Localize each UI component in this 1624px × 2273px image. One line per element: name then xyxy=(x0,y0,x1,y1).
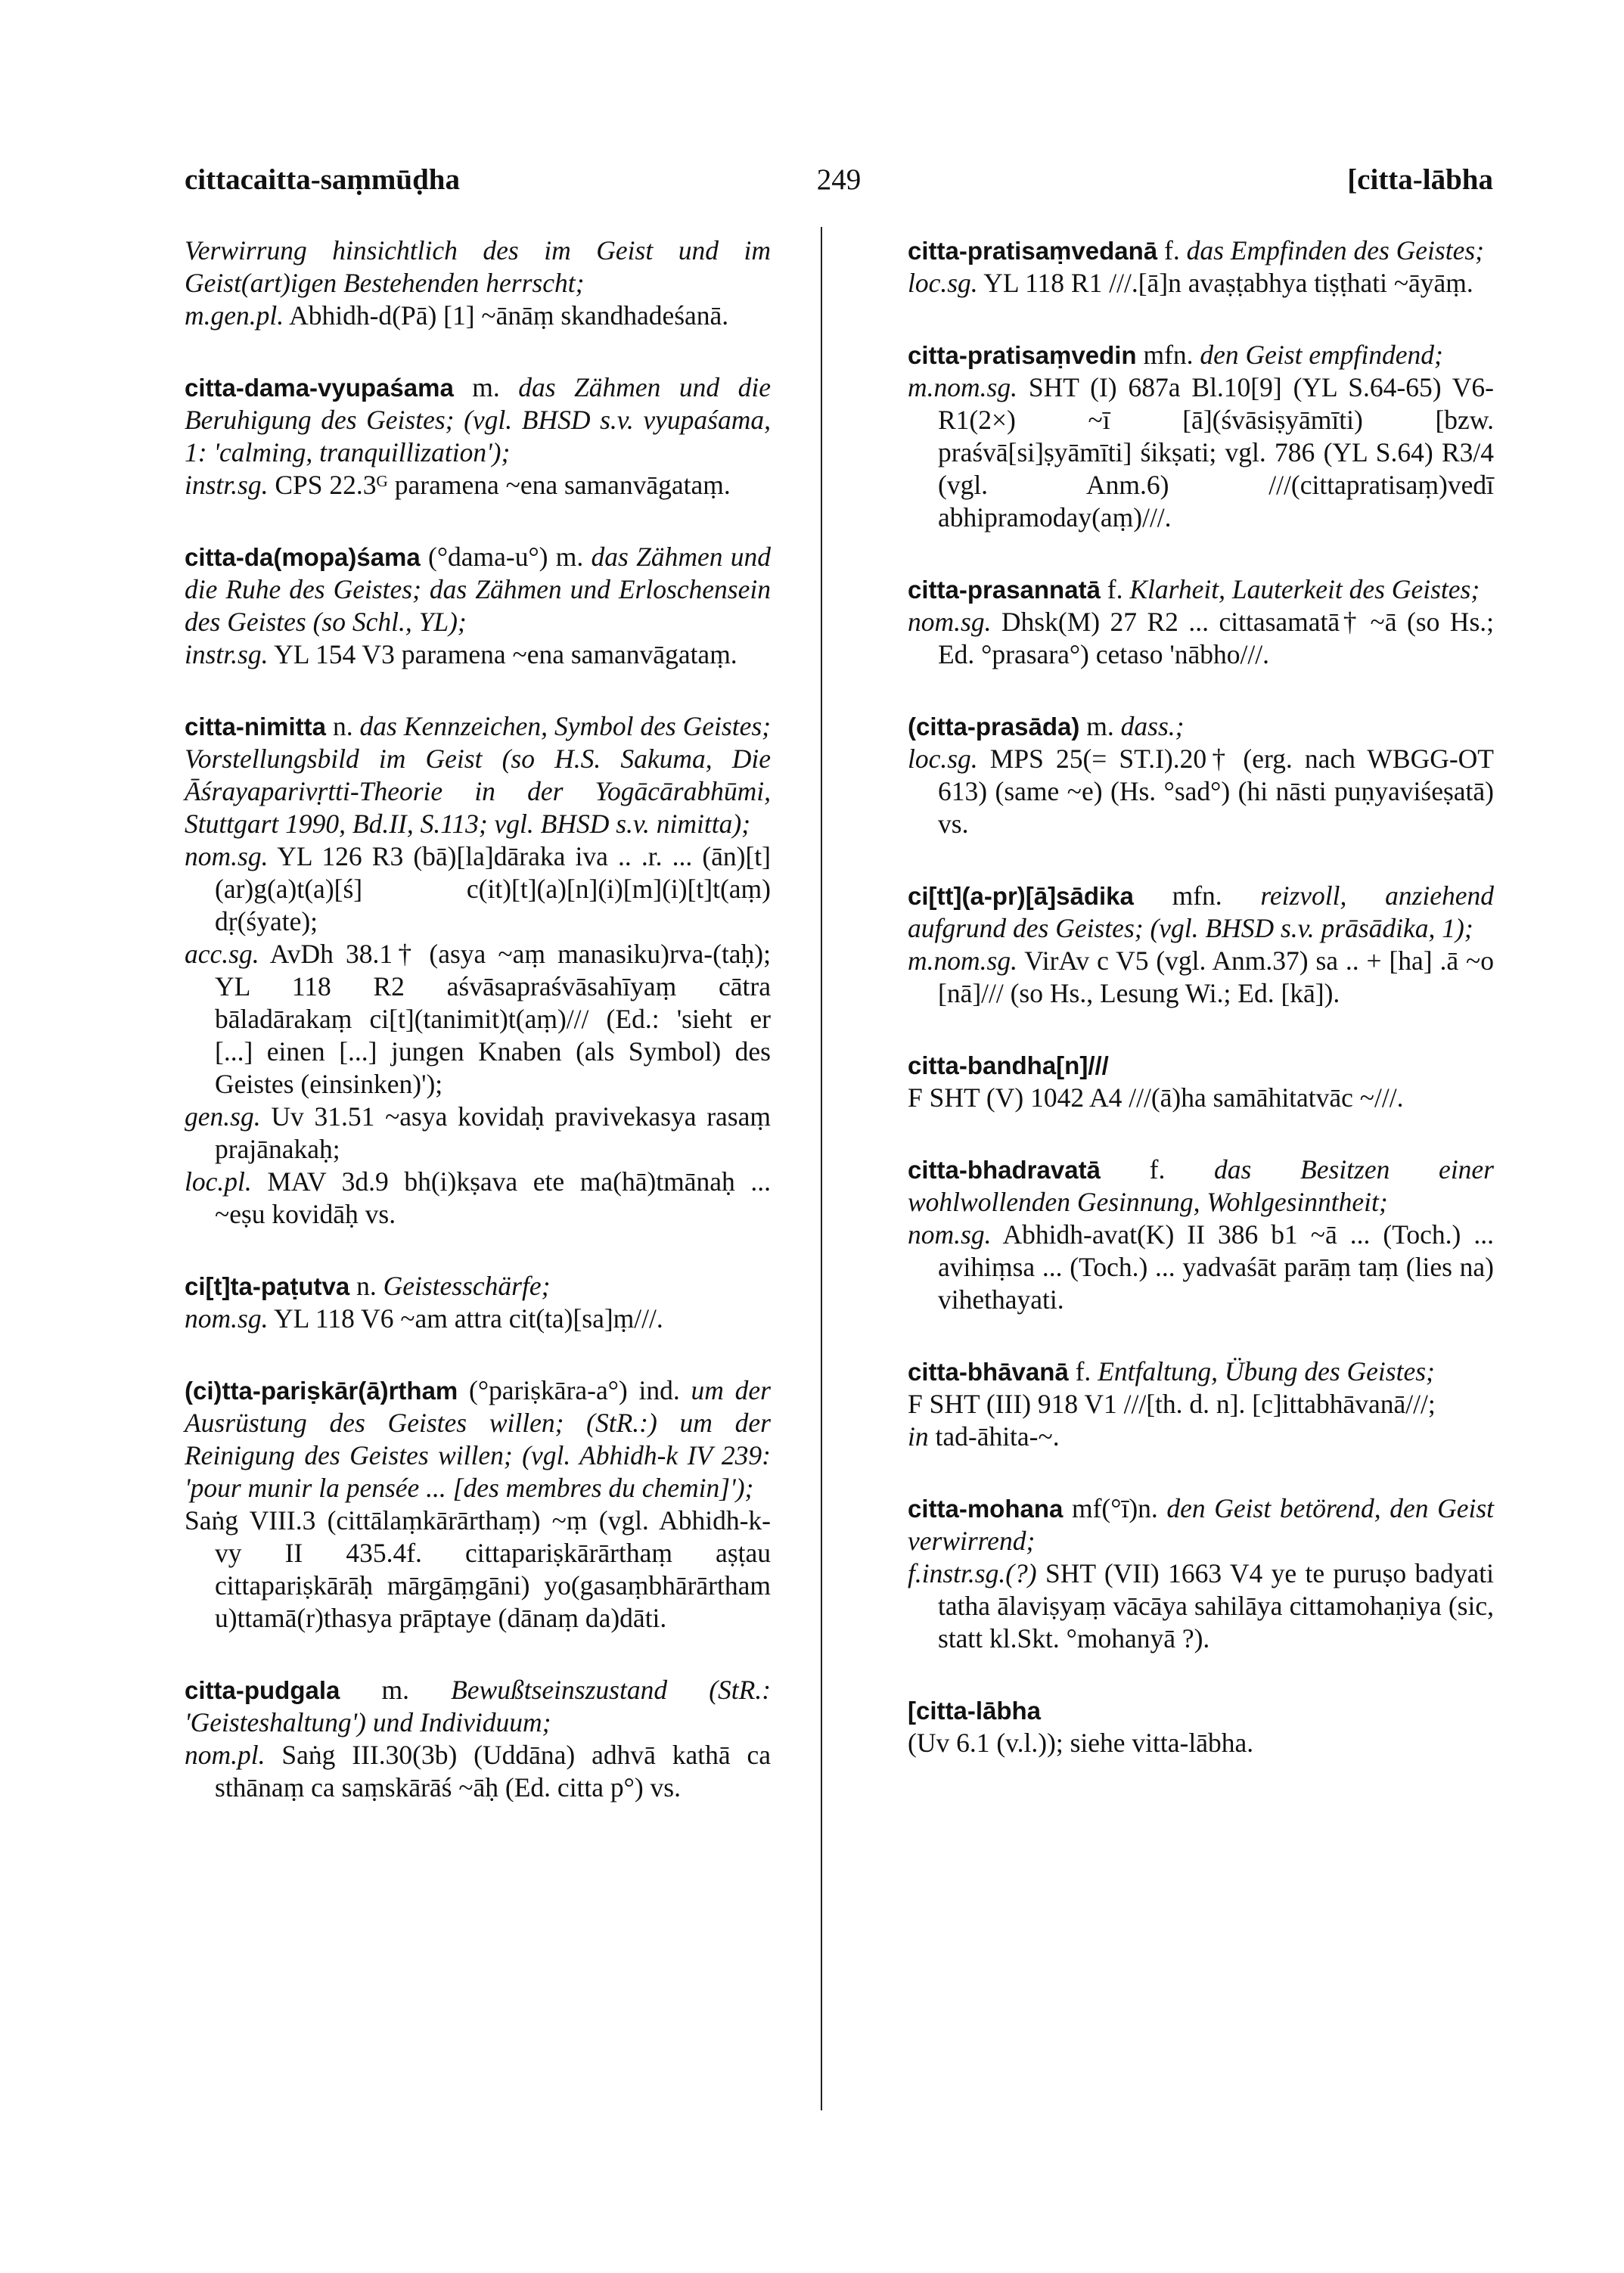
dictionary-entry xyxy=(908,1154,1494,1316)
citation xyxy=(185,938,771,1101)
entry-heading-line xyxy=(908,573,1494,606)
citation xyxy=(185,1739,771,1804)
entry-heading-line xyxy=(185,710,771,840)
grammar-label: m. xyxy=(381,1675,409,1705)
headword: citta-mohana xyxy=(908,1495,1064,1523)
left-column xyxy=(185,234,771,1843)
citation xyxy=(185,300,771,332)
citation-text: Saṅg III.30(3b) (Uddāna) adhvā kathā ca sthānaṃ ca saṃskārāś ~āḥ (Ed. citta p°) vs. xyxy=(215,1740,771,1803)
citation xyxy=(185,1166,771,1231)
entry-heading-line xyxy=(908,880,1494,945)
grammar-label: mfn. xyxy=(1172,880,1222,911)
dictionary-entry xyxy=(908,339,1494,534)
citation xyxy=(908,606,1494,671)
dictionary-entry xyxy=(908,573,1494,671)
grammar-label: m. xyxy=(472,372,500,402)
entry-heading-line xyxy=(185,541,771,638)
headword: citta-dama-vyupaśama xyxy=(185,374,454,402)
citation-text: AvDh 38.1† (asya ~aṃ manasiku)rva-(taḥ); YL 118 R2 aśvāsapraśvāsahīyaṃ cātra bāladārakaṃ ci[t](tanimit)t(aṃ)/// (Ed.: 'sieht er [...] einen [...] jungen Knaben (als Symbol) des Geistes (einsinken)'); xyxy=(215,939,771,1099)
citation xyxy=(185,469,771,501)
dictionary-entry xyxy=(185,1374,771,1635)
definition: das Zähmen und die Beruhigung des Geistes; (vgl. BHSD s.v. vyupaśama, 1: 'calming, tranquillization'); xyxy=(185,372,771,467)
header-right-catchword: [citta-lābha xyxy=(1347,163,1493,196)
citation-text: YL 154 V3 paramena ~ena samanvāgataṃ. xyxy=(274,639,737,669)
entry-heading-line xyxy=(908,1694,1494,1727)
citation xyxy=(908,1727,1494,1759)
entry-heading-line xyxy=(908,234,1494,267)
grammar-label: n. xyxy=(356,1271,377,1301)
definition: dass.; xyxy=(1120,711,1185,741)
headword: citta-bhāvanā xyxy=(908,1358,1069,1386)
citation xyxy=(185,1101,771,1166)
entry-heading-line xyxy=(185,1270,771,1303)
definition: das Besitzen einer wohlwollenden Gesinnung, Wohlgesinntheit; xyxy=(908,1154,1494,1217)
case-label: nom.sg. xyxy=(908,607,992,637)
grammar-label: f. xyxy=(1075,1356,1091,1386)
definition: Entfaltung, Übung des Geistes; xyxy=(1098,1356,1435,1386)
citation-text: CPS 22.3ᴳ paramena ~ena samanvāgataṃ. xyxy=(275,470,731,500)
definition: Geistesschärfe; xyxy=(383,1271,551,1301)
case-label: instr.sg. xyxy=(185,639,269,669)
citation xyxy=(185,1303,771,1335)
case-label: loc.sg. xyxy=(908,268,978,298)
headword: citta-bhadravatā xyxy=(908,1156,1101,1184)
grammar-label: m. xyxy=(1086,711,1114,741)
dictionary-entry xyxy=(185,710,771,1231)
grammar-label: mfn. xyxy=(1143,340,1194,370)
headword: (citta-prasāda) xyxy=(908,713,1080,741)
case-label: nom.pl. xyxy=(185,1740,265,1770)
case-label: loc.pl. xyxy=(185,1166,252,1197)
definition: das Empfinden des Geistes; xyxy=(1186,235,1484,265)
entry-heading-line xyxy=(908,710,1494,743)
header-left-catchword: cittacaitta-saṃmūḍha xyxy=(185,163,460,196)
definition: um der Ausrüstung des Geistes willen; (StR.:) um der Reinigung des Geistes willen; (vgl. Abhidh-k IV 239: 'pour munir la pensée ... [des membres du chemin]'); xyxy=(185,1375,771,1503)
citation-text: F SHT (III) 918 V1 ///[th. d. n]. [c]ittabhāvanā///; xyxy=(908,1389,1436,1419)
entry-heading-line xyxy=(908,339,1494,371)
case-label: m.nom.sg. xyxy=(908,372,1017,402)
grammar-label: f. xyxy=(1107,574,1123,604)
dictionary-entry xyxy=(908,1694,1494,1759)
citation xyxy=(185,1504,771,1635)
grammar-label: mf(°ī)n. xyxy=(1072,1493,1158,1523)
headword: citta-pratisaṃvedin xyxy=(908,341,1137,369)
entry-heading-line xyxy=(185,1374,771,1504)
dictionary-entry xyxy=(908,880,1494,1010)
citation xyxy=(908,1388,1494,1421)
case-label: nom.sg. xyxy=(185,841,269,871)
citation-text: YL 118 V6 ~am attra cit(ta)[sa]ṃ///. xyxy=(274,1303,663,1334)
definition: den Geist empfindend; xyxy=(1200,340,1443,370)
headword: citta-da(mopa)śama xyxy=(185,543,421,571)
case-label: nom.sg. xyxy=(908,1219,992,1250)
case-label: m.gen.pl. xyxy=(185,300,284,331)
definition: Klarheit, Lauterkeit des Geistes; xyxy=(1129,574,1480,604)
dictionary-entry xyxy=(908,1355,1494,1453)
case-label: instr.sg. xyxy=(185,470,269,500)
citation-text: Saṅg VIII.3 (cittālaṃkārārthaṃ) ~ṃ (vgl. Abhidh-k-vy II 435.4f. cittapariṣkārārthaṃ aṣṭau cittapariṣkārāḥ mārgāṃgāni) yo(gasaṃbhārārtham u)ttamā(r)thasya prāptaye (dānaṃ da)dāti. xyxy=(185,1505,771,1633)
definition: den Geist betörend, den Geist verwirrend; xyxy=(908,1493,1495,1556)
citation-text: YL 126 R3 (bā)[la]dāraka iva .. .r. ... (ān)[t](ar)g(a)t(a)[ś] c(it)[t](a)[n](i)[m](i)[t]t(aṃ) dṛ(śyate); xyxy=(215,841,771,936)
dictionary-entry xyxy=(908,234,1494,300)
right-column xyxy=(908,234,1494,1799)
case-label: f.instr.sg.(?) xyxy=(908,1558,1037,1588)
entry-heading-line xyxy=(185,371,771,469)
headword: citta-nimitta xyxy=(185,713,327,741)
citation-text: (Uv 6.1 (v.l.)); siehe vitta-lābha. xyxy=(908,1728,1254,1758)
citation-text: SHT (VII) 1663 V4 ye te puruṣo badyati tatha ālaviṣyaṃ vācāya sahilāya cittamohaṇiya (sic, statt kl.Skt. °mohanyā ?). xyxy=(938,1558,1495,1654)
headword: citta-pratisaṃvedanā xyxy=(908,237,1158,265)
dictionary-entry xyxy=(908,1049,1494,1114)
grammar-label: n. xyxy=(332,711,353,741)
citation-text: MPS 25(= ST.I).20† (erg. nach WBGG-OT 613) (same ~e) (Hs. °sad°) (hi nāsti puṇyaviśeṣatā) vs. xyxy=(938,744,1494,839)
entry-heading-line xyxy=(908,1355,1494,1388)
citation-text: F SHT (V) 1042 A4 ///(ā)ha samāhitatvāc ~///. xyxy=(908,1082,1404,1113)
dictionary-entry xyxy=(908,710,1494,840)
dictionary-entry xyxy=(185,1270,771,1335)
definition: Bewußtseinszustand (StR.: 'Geisteshaltung') und Individuum; xyxy=(185,1675,772,1737)
citation-text: Dhsk(M) 27 R2 ... cittasamatā† ~ā (so Hs.; Ed. °prasara°) cetaso 'nābho///. xyxy=(938,607,1495,669)
definition: reizvoll, anziehend aufgrund des Geistes; (vgl. BHSD s.v. prāsādika, 1); xyxy=(908,880,1495,943)
case-label: nom.sg. xyxy=(185,1303,269,1334)
citation xyxy=(908,371,1494,534)
running-header xyxy=(185,163,1493,208)
dictionary-entry xyxy=(908,1492,1494,1655)
citation xyxy=(908,743,1494,840)
dictionary-entry xyxy=(185,371,771,501)
citation xyxy=(908,1421,1494,1453)
citation xyxy=(185,638,771,671)
entry-heading-line xyxy=(908,1154,1494,1219)
entry-heading-line xyxy=(185,1674,771,1739)
headword: ci[tt](a-pr)[ā]sādika xyxy=(908,882,1134,910)
definition: das Kennzeichen, Symbol des Geistes; Vorstellungsbild im Geist (so H.S. Sakuma, Die Āśrayaparivṛtti-Theorie in der Yogācārabhūmi, Stuttgart 1990, Bd.II, S.113; vgl. BHSD s.v. nimitta); xyxy=(185,711,771,839)
case-label: in xyxy=(908,1421,929,1452)
dictionary-entry xyxy=(185,234,771,332)
citation-text: Abhidh-avat(K) II 386 b1 ~ā ... (Toch.) ... avihiṃsa ... (Toch.) ... yadvaśāt parāṃ taṃ (lies na) vihethayati. xyxy=(938,1219,1494,1315)
citation xyxy=(908,267,1494,300)
citation-text: SHT (I) 687a Bl.10[9] (YL S.64-65) V6-R1(2×) ~ī [ā](śvāsiṣyāmīti) [bzw. praśvā[si]ṣyāmīti] śikṣati; vgl. 786 (YL S.64) R3/4 (vgl. Anm.6) ///(cittapratisaṃ)vedī abhipramoday(aṃ)///. xyxy=(938,372,1494,533)
citation xyxy=(908,945,1494,1010)
citation-text: YL 118 R1 ///.[ā]n avaṣṭabhya tiṣṭhati ~āyāṃ. xyxy=(983,268,1473,298)
definition: das Zähmen und die Ruhe des Geistes; das Zähmen und Erloschensein des Geistes (so Schl., YL); xyxy=(185,542,772,637)
citation xyxy=(185,840,771,938)
citation-text: Abhidh-d(Pā) [1] ~ānāṃ skandhadeśanā. xyxy=(289,300,729,331)
headword: [citta-lābha xyxy=(908,1697,1042,1725)
page-number: 249 xyxy=(816,163,862,196)
citation-text: Uv 31.51 ~asya kovidaḥ pravivekasya rasaṃ prajānakaḥ; xyxy=(215,1101,771,1164)
citation-text: MAV 3d.9 bh(i)kṣava ete ma(hā)tmānaḥ ... ~eṣu kovidāḥ vs. xyxy=(215,1166,772,1229)
definition: Verwirrung hinsichtlich des im Geist und im Geist(art)igen Bestehenden herrscht; xyxy=(185,235,771,298)
headword: (ci)tta-pariṣkār(ā)rtham xyxy=(185,1377,458,1405)
citation xyxy=(908,1219,1494,1316)
case-label: acc.sg. xyxy=(185,939,259,969)
headword: citta-pudgala xyxy=(185,1676,340,1704)
citation-text: tad-āhita-~. xyxy=(935,1421,1060,1452)
dictionary-entry xyxy=(185,541,771,671)
case-label: gen.sg. xyxy=(185,1101,261,1132)
column-divider xyxy=(821,227,822,2110)
case-label: m.nom.sg. xyxy=(908,946,1017,976)
citation xyxy=(908,1082,1494,1114)
grammar-label: f. xyxy=(1149,1154,1166,1185)
citation xyxy=(908,1557,1494,1655)
entry-heading-line xyxy=(908,1492,1494,1557)
grammar-label: (°pariṣkāra-a°) ind. xyxy=(469,1375,680,1405)
case-label: loc.sg. xyxy=(908,744,978,774)
headword: ci[t]ta-paṭutva xyxy=(185,1272,350,1300)
entry-heading-line xyxy=(908,1049,1494,1082)
citation-text: VirAv c V5 (vgl. Anm.37) sa .. + [ha] .ā ~o [nā]/// (so Hs., Lesung Wi.; Ed. [kā]). xyxy=(938,946,1495,1008)
grammar-label: f. xyxy=(1164,235,1180,265)
headword: citta-bandha[n]/// xyxy=(908,1051,1109,1079)
dictionary-entry xyxy=(185,1674,771,1804)
headword: citta-prasannatā xyxy=(908,576,1101,604)
grammar-label: (°dama-u°) m. xyxy=(428,542,584,572)
entry-heading-line xyxy=(185,234,771,300)
